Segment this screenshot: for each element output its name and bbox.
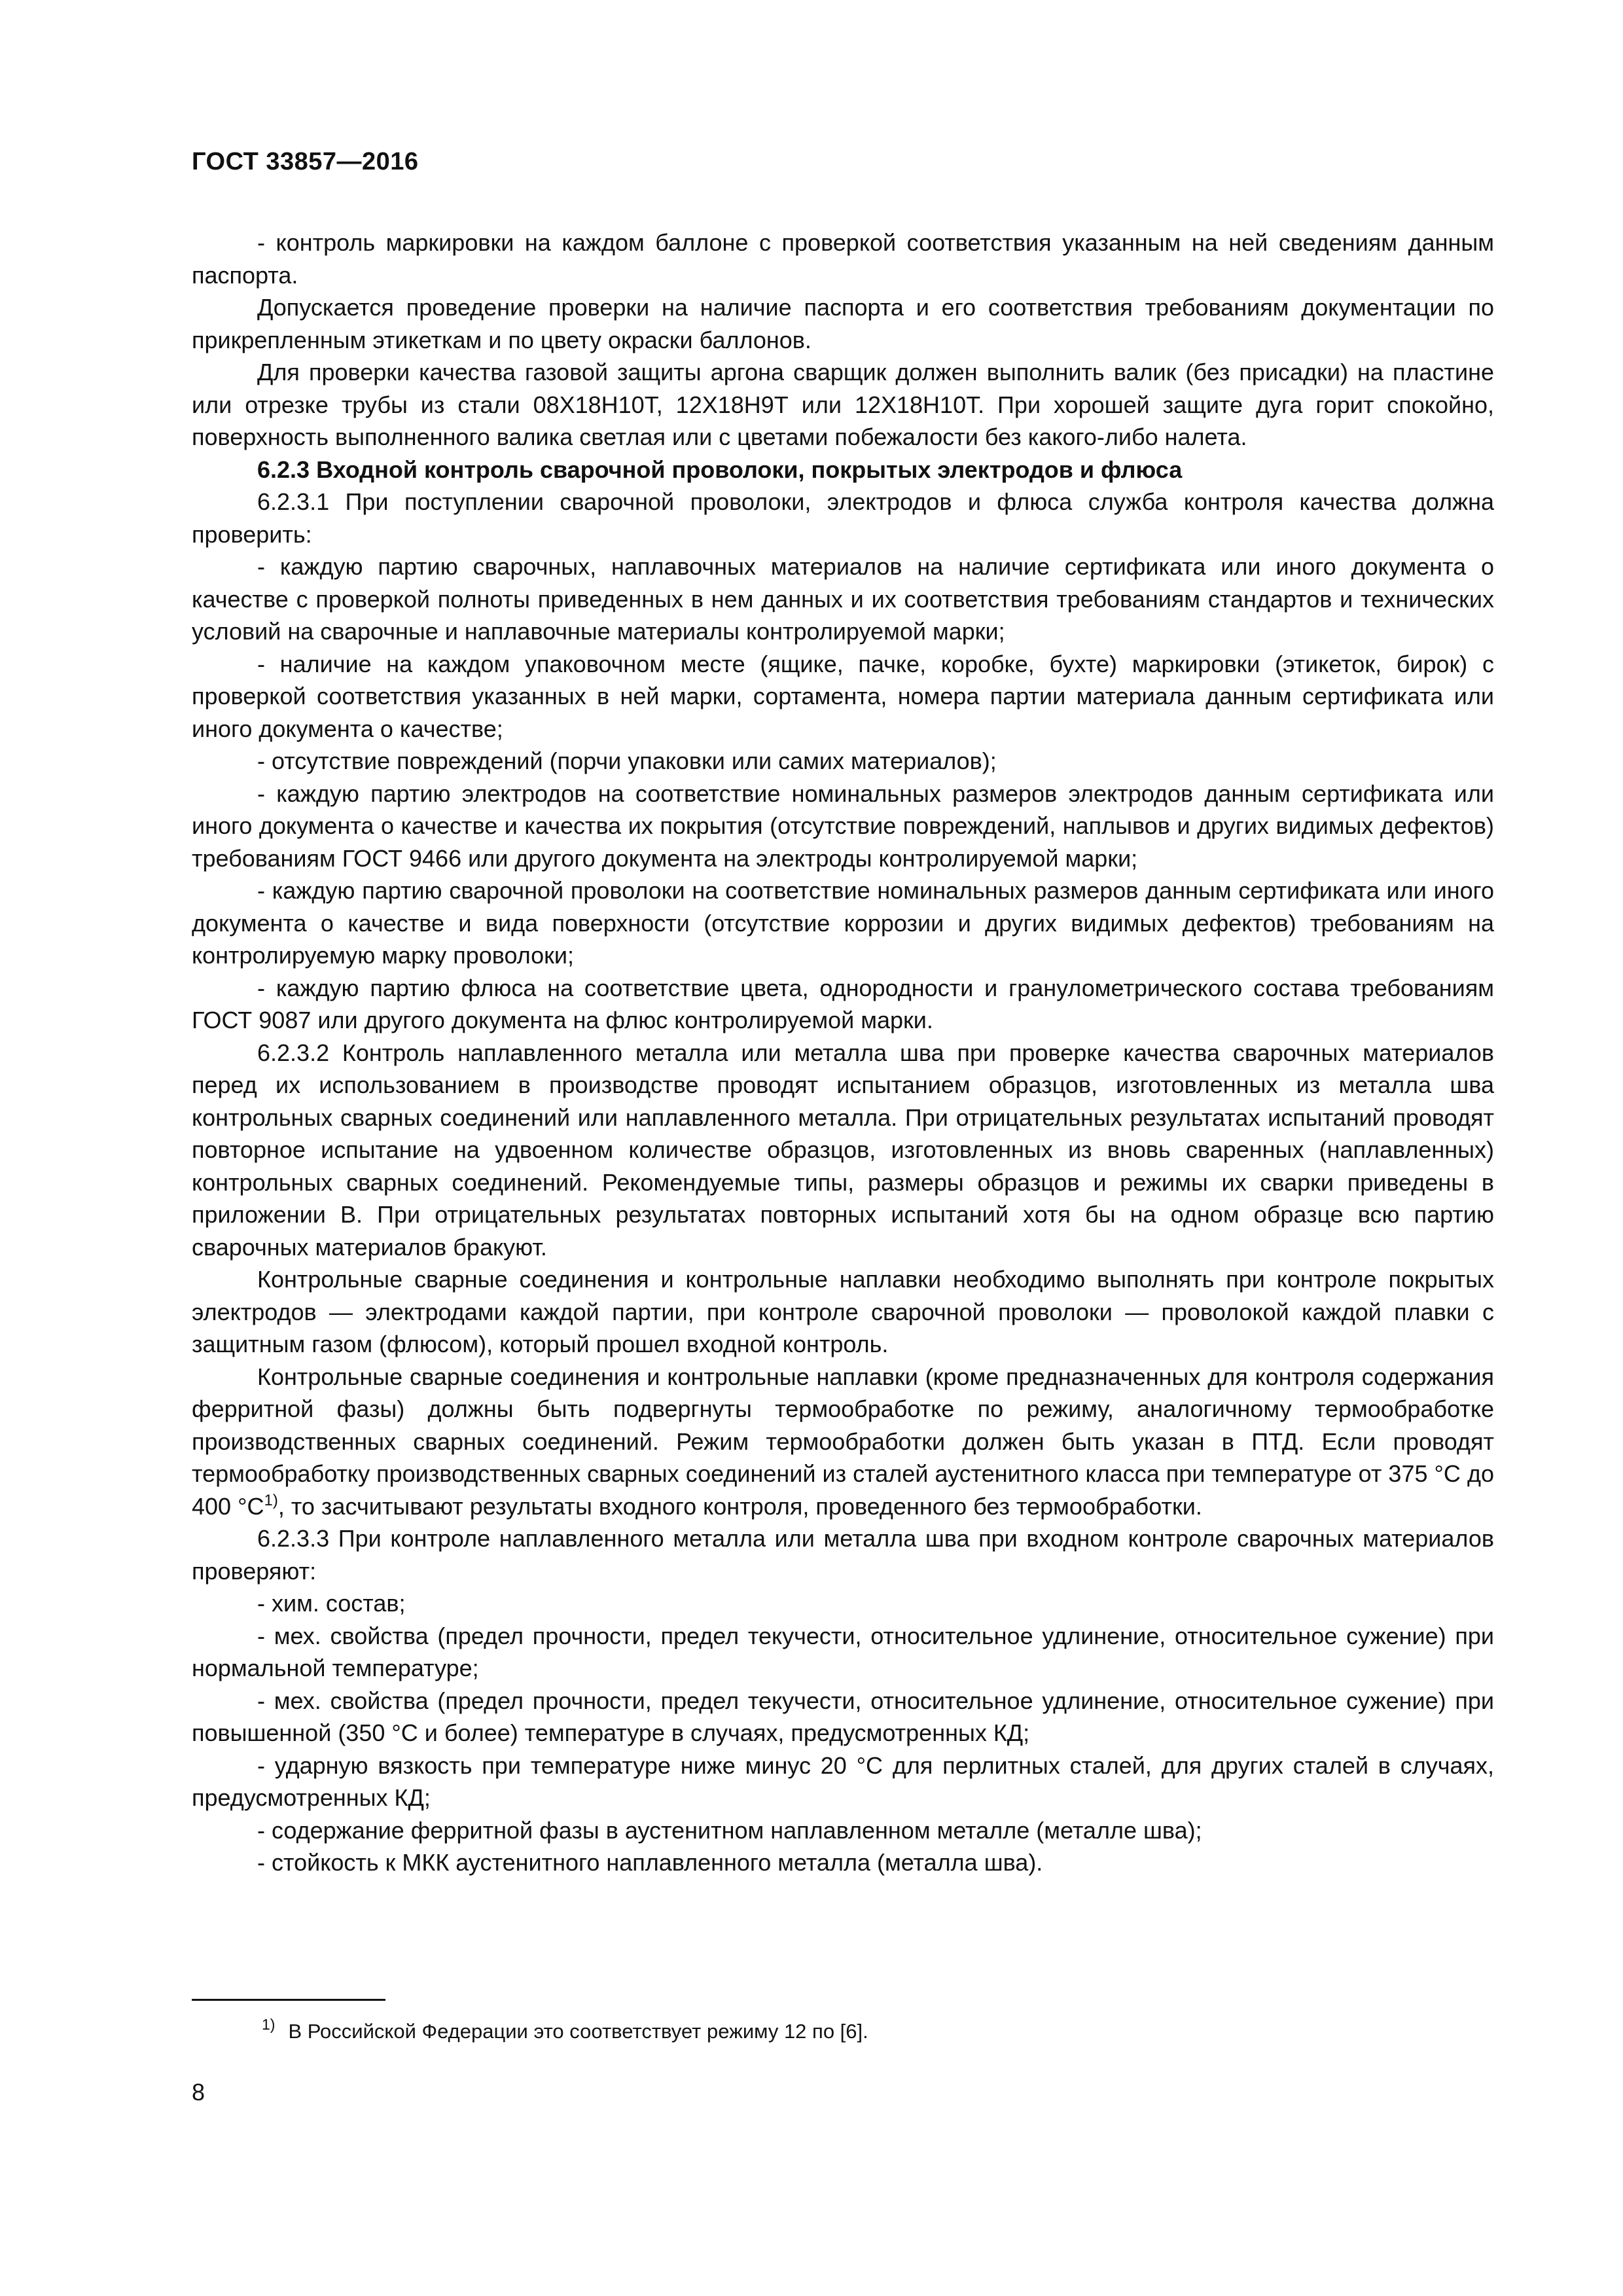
document-body xyxy=(192,226,1494,1879)
section-heading: 6.2.3 Входной контроль сварочной проволоки, покрытых электродов и флюса xyxy=(257,456,1183,483)
list-item: - ударную вязкость при температуре ниже минус 20 °С для перлитных сталей, для других сталей в случаях, предусмотренных КД; xyxy=(192,1751,1494,1811)
list-item: - хим. состав; xyxy=(257,1590,406,1617)
list-item: - наличие на каждом упаковочном месте (ящике, пачке, коробке, бухте) маркировки (этикеток, бирок) с проверкой соответствия указанных в ней марки, сортамента, номера партии материала данным сертификата или иного документа о качестве; xyxy=(192,650,1494,742)
footnote-reference[interactable]: 1) xyxy=(264,1491,278,1509)
list-item: - стойкость к МКК аустенитного наплавленного металла (металла шва). xyxy=(257,1849,1043,1876)
paragraph: 6.2.3.3 При контроле наплавленного металла или металла шва при входном контроле сварочных материалов проверяют: xyxy=(192,1525,1494,1585)
document-header: ГОСТ 33857—2016 xyxy=(192,148,419,175)
page-number: 8 xyxy=(192,2079,205,2106)
list-item: - содержание ферритной фазы в аустенитном наплавленном металле (металле шва); xyxy=(257,1816,1202,1844)
footnote-mark: 1) xyxy=(262,2016,276,2033)
list-item: - отсутствие повреждений (порчи упаковки или самих материалов); xyxy=(257,747,997,774)
paragraph xyxy=(192,1361,1494,1523)
list-item: - каждую партию флюса на соответствие цвета, однородности и гранулометрического состава требованиям ГОСТ 9087 или другого документа на флюс контролируемой марки. xyxy=(192,974,1494,1033)
paragraph: - контроль маркировки на каждом баллоне с проверкой соответствия указанным на ней сведениям данным паспорта. xyxy=(192,229,1494,289)
paragraph: Для проверки качества газовой защиты аргона сварщик должен выполнить валик (без присадки) на пластине или отрезке трубы из стали 08Х18Н10Т, 12Х18Н9Т или 12Х18Н10Т. При хорошей защите дуга горит спокойно, поверхность выполненного валика светлая или с цветами побежалости без какого-либо налета. xyxy=(192,359,1494,450)
list-item: - каждую партию электродов на соответствие номинальных размеров электродов данным сертификата или иного документа о качестве и качества их покрытия (отсутствие повреждений, наплывов и других видимых дефектов) требованиям ГОСТ 9466 или другого документа на электроды контролируемой марки; xyxy=(192,780,1494,872)
list-item: - каждую партию сварочных, наплавочных материалов на наличие сертификата или иного документа о качестве с проверкой полноты приведенных в нем данных и их соответствия требованиям стандартов и технических условий на сварочные и наплавочные материалы контролируемой марки; xyxy=(192,553,1494,645)
list-item: - каждую партию сварочной проволоки на соответствие номинальных размеров данным сертификата или иного документа о качестве и вида поверхности (отсутствие коррозии и других видимых дефектов) требованиям на контролируемую марку проволоки; xyxy=(192,877,1494,969)
paragraph: 6.2.3.2 Контроль наплавленного металла или металла шва при проверке качества сварочных материалов перед их использованием в производстве проводят испытанием образцов, изготовленных из металла шва контрольных сварных соединений или наплавленного металла. При отрицательных результатах испытаний проводят повторное испытание на удвоенном количестве образцов, изготовленных из вновь сваренных (наплавленных) контрольных сварных соединений. Рекомендуемые типы, размеры образцов и режимы их сварки приведены в приложении В. При отрицательных результатах повторных испытаний хотя бы на одном образце всю партию сварочных материалов бракуют. xyxy=(192,1039,1494,1261)
paragraph: Допускается проведение проверки на наличие паспорта и его соответствия требованиям документации по прикрепленным этикеткам и по цвету окраски баллонов. xyxy=(192,294,1494,353)
footnote-divider xyxy=(192,1999,385,2001)
paragraph-text: Контрольные сварные соединения и контрольные наплавки (кроме предназначенных для контроля содержания ферритной фазы) должны быть подвергнуты термообработке по режиму, аналогичному термообработке производственных сварных соединений. Режим термообработки должен быть указан в ПТД. Если проводят термообработку производственных сварных соединений из сталей аустенитного класса при температуре от 375 °С до 400 °С xyxy=(192,1363,1494,1520)
paragraph-text: , то засчитывают результаты входного контроля, проведенного без термообработки. xyxy=(277,1492,1202,1520)
list-item: - мех. свойства (предел прочности, предел текучести, относительное удлинение, относительное сужение) при повышенной (350 °С и более) температуре в случаях, предусмотренных КД; xyxy=(192,1687,1494,1746)
list-item: - мех. свойства (предел прочности, предел текучести, относительное удлинение, относительное сужение) при нормальной температуре; xyxy=(192,1622,1494,1681)
paragraph: Контрольные сварные соединения и контрольные наплавки необходимо выполнять при контроле покрытых электродов — электродами каждой партии, при контроле сварочной проволоки — проволокой каждой плавки с защитным газом (флюсом), который прошел входной контроль. xyxy=(192,1266,1494,1357)
paragraph: 6.2.3.1 При поступлении сварочной проволоки, электродов и флюса служба контроля качества должна проверить: xyxy=(192,488,1494,548)
footnote-text: В Российской Федерации это соответствует режиму 12 по [6]. xyxy=(288,2020,868,2043)
footnote xyxy=(262,2011,868,2045)
